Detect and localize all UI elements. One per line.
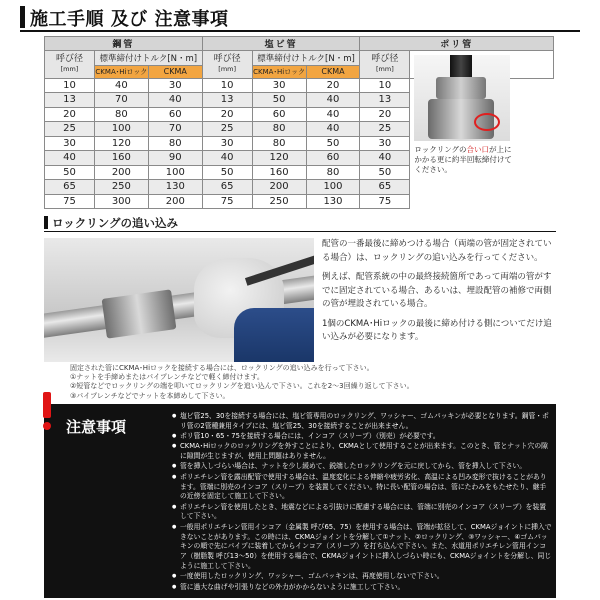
tightening-photo [44, 238, 314, 362]
torque-table [44, 36, 554, 209]
poly-size-cell: 40 [360, 151, 410, 166]
step-line-1: ①ナットを手締めまたはパイプレンチなどで軽く締付けます。 [70, 373, 264, 382]
pvc-brand-hi: CKMA･Hiロック [252, 65, 306, 78]
step-line-3: ③パイプレンチなどでナットを本締めして下さい。 [70, 391, 230, 400]
caution-item: ● 管を挿入しづらい場合は、ナットを少し緩めて、鋭端したロックリングを元に戻してから、管を挿入して下さい。 [172, 462, 552, 472]
steel-torque-std-cell: 60 [148, 107, 202, 122]
caution-panel [44, 404, 556, 598]
category-poly: ポリ管 [360, 37, 554, 51]
pvc-torque-hi-cell: 50 [252, 93, 306, 108]
caution-item: ● 塩ビ管25、30を接続する場合には、塩ビ管専用のロックリング、ワッシャー、ゴムパッキンが必要となります。鋼管・ポリ管の2管種兼用タイプには、塩ビ管25、30を接続することが出来ません。 [172, 412, 552, 432]
steel-torque-hi-cell: 300 [94, 194, 148, 209]
steel-torque-std-cell: 40 [148, 93, 202, 108]
caution-list [172, 412, 552, 593]
page-title: 施工手順 及び 注意事項 [30, 9, 229, 30]
exclamation-icon [40, 392, 54, 432]
pvc-torque-std-cell: 40 [306, 93, 360, 108]
steel-torque-std-cell: 100 [148, 165, 202, 180]
poly-size-cell: 50 [360, 165, 410, 180]
worker-sleeve [234, 308, 314, 362]
pvc-size-cell: 30 [202, 136, 252, 151]
pvc-torque-hi-cell: 80 [252, 122, 306, 137]
explanation-para-3: 1個のCKMA･Hiロックの最後に締め付ける側についてだけ追い込みが必要になります。 [322, 318, 552, 342]
lockring-steps [70, 364, 520, 401]
pvc-size-cell: 75 [202, 194, 252, 209]
poly-size-header: 呼び径 [mm] [360, 51, 410, 79]
pvc-size-header: 呼び径 [mm] [202, 51, 252, 79]
steel-size-cell: 50 [45, 165, 95, 180]
steel-size-cell: 10 [45, 78, 95, 93]
steel-torque-hi-cell: 160 [94, 151, 148, 166]
caution-item: ● ポリエチレン管を使用したとき、地震などによる引抜けに配慮する場合には、管端に別売のインコア（スリーブ）を装置して下さい。 [172, 503, 552, 523]
poly-joint-photo [414, 55, 510, 141]
steel-torque-hi-cell: 70 [94, 93, 148, 108]
steel-torque-hi-cell: 120 [94, 136, 148, 151]
steel-size-cell: 13 [45, 93, 95, 108]
pvc-torque-std-cell: 50 [306, 136, 360, 151]
steel-size-cell: 25 [45, 122, 95, 137]
poly-size-cell: 25 [360, 122, 410, 137]
steel-size-cell: 65 [45, 180, 95, 195]
table-row [45, 194, 554, 209]
page-title-bar [20, 4, 580, 32]
steel-brand-std: CKMA [148, 65, 202, 78]
steel-brand-hi: CKMA･Hiロック [94, 65, 148, 78]
pvc-torque-hi-cell: 160 [252, 165, 306, 180]
caution-heading: 注意事項 [66, 418, 127, 436]
pvc-torque-std-cell: 130 [306, 194, 360, 209]
lockring-highlight-circle [474, 113, 500, 131]
union-joint [102, 289, 177, 338]
steel-torque-header: 標準締付けトルク[N・m] [94, 51, 202, 66]
pvc-torque-std-cell: 80 [306, 165, 360, 180]
section-marker [44, 216, 48, 229]
caution-item: ● CKMA･Hiロックのロックリングを外すことにより、CKMAとして使用することが出来ます。このとき、管とナット穴の隙に隙間が生じますが、使用上問題はありません。 [172, 442, 552, 462]
title-marker [20, 6, 25, 28]
steel-torque-std-cell: 200 [148, 194, 202, 209]
pvc-torque-hi-cell: 120 [252, 151, 306, 166]
union-nut-top [436, 77, 486, 99]
table-row [45, 180, 554, 195]
pvc-torque-hi-cell: 60 [252, 107, 306, 122]
pvc-torque-hi-cell: 200 [252, 180, 306, 195]
pvc-size-cell: 65 [202, 180, 252, 195]
pvc-torque-std-cell: 20 [306, 78, 360, 93]
steel-torque-std-cell: 90 [148, 151, 202, 166]
step-line-intro: 固定された管にCKMA･Hiロックを接続する場合には、ロックリングの追い込みを行って下さい。 [70, 364, 374, 372]
pvc-torque-hi-cell: 30 [252, 78, 306, 93]
pvc-torque-header: 標準締付けトルク[N・m] [252, 51, 360, 66]
steel-torque-hi-cell: 100 [94, 122, 148, 137]
pvc-torque-std-cell: 40 [306, 122, 360, 137]
steel-torque-std-cell: 70 [148, 122, 202, 137]
section-lockring-title-bar [44, 214, 556, 232]
caution-item: ● ポリエチレン管を露出配管で使用する場合は、温度変化による伸縮や疲労劣化、高温による凹み変形で抜けることがあります。管端に別売のインコア（スリーブ）を装置してください。特に長い配管の場合は、管にたわみをもたせたり、継手の近傍を固定して施工して下さい。 [172, 473, 552, 502]
caution-item: ● ポリ管10・65・75を接続する場合には、インコア（スリーブ）（別売）が必要です。 [172, 432, 552, 442]
poly-size-cell: 65 [360, 180, 410, 195]
pvc-size-cell: 20 [202, 107, 252, 122]
steel-torque-hi-cell: 250 [94, 180, 148, 195]
pvc-torque-hi-cell: 250 [252, 194, 306, 209]
steel-size-cell: 40 [45, 151, 95, 166]
poly-size-cell: 30 [360, 136, 410, 151]
steel-size-cell: 30 [45, 136, 95, 151]
pvc-torque-std-cell: 40 [306, 107, 360, 122]
lockring-explanation [322, 238, 558, 351]
steel-torque-std-cell: 80 [148, 136, 202, 151]
pvc-size-cell: 25 [202, 122, 252, 137]
pvc-size-cell: 40 [202, 151, 252, 166]
caution-item: ● 管に過大な曲げや引張りなどの外力がかからないように施工して下さい。 [172, 583, 552, 593]
pvc-size-cell: 10 [202, 78, 252, 93]
pvc-size-cell: 13 [202, 93, 252, 108]
caution-item: ● 一般用ポリエチレン管用インコア（金属製 呼び65、75）を使用する場合は、管端が拡径して、CKMAジョイントに挿入できないことがあります。この時には、CKMAジョイントを分解して①ナット、②ロックリング、③ワッシャー、④ゴムパッキンの順で先にパイプに装着してからインコア（スリーブ）を打ち込んで下さい。また、水道用ポリエチレン管用インコア（樹脂製 呼び13〜50）を使用する場合で、CKMAジョイントに挿入しづらい時にも、CKMAジョイントを分解し、同じように施工して下さい。 [172, 523, 552, 572]
steel-torque-std-cell: 130 [148, 180, 202, 195]
explanation-para-2: 例えば、配管系統の中の最終接続箇所であって両端の管がすでに固定されている場合、あるいは、埋設配管の補修で両側の管が埋設されている場合。 [322, 272, 552, 309]
poly-pipe-photo-cell [410, 51, 554, 174]
caution-item: ● 一度使用したロックリング、ワッシャー、ゴムパッキンは、再度使用しないで下さい。 [172, 572, 552, 582]
steel-torque-hi-cell: 80 [94, 107, 148, 122]
step-line-2: ②短管などでロックリングの端を叩いてロックリングを追い込んで下さい。これを2〜3回繰り返して下さい。 [70, 382, 414, 391]
steel-torque-std-cell: 30 [148, 78, 202, 93]
pvc-torque-std-cell: 100 [306, 180, 360, 195]
explanation-para-1: 配管の一番最後に締めつける場合（両端の管が固定されている場合）は、ロックリングの追い込みを行ってください。 [322, 239, 552, 263]
pvc-size-cell: 50 [202, 165, 252, 180]
poly-size-cell: 20 [360, 107, 410, 122]
pvc-torque-hi-cell: 80 [252, 136, 306, 151]
poly-size-cell: 13 [360, 93, 410, 108]
poly-size-cell: 10 [360, 78, 410, 93]
steel-torque-hi-cell: 200 [94, 165, 148, 180]
category-steel: 鋼管 [45, 37, 203, 51]
steel-size-cell: 20 [45, 107, 95, 122]
poly-lockring-note: ロックリングの合い口が上にかかる更に約半回転締付けてください。 [414, 145, 512, 174]
pvc-brand-std: CKMA [306, 65, 360, 78]
steel-size-cell: 75 [45, 194, 95, 209]
category-pvc: 塩ビ管 [202, 37, 360, 51]
poly-size-cell: 75 [360, 194, 410, 209]
section-lockring-title: ロックリングの追い込み [52, 216, 179, 230]
steel-torque-hi-cell: 40 [94, 78, 148, 93]
pvc-torque-std-cell: 60 [306, 151, 360, 166]
steel-size-header: 呼び径 [mm] [45, 51, 95, 79]
